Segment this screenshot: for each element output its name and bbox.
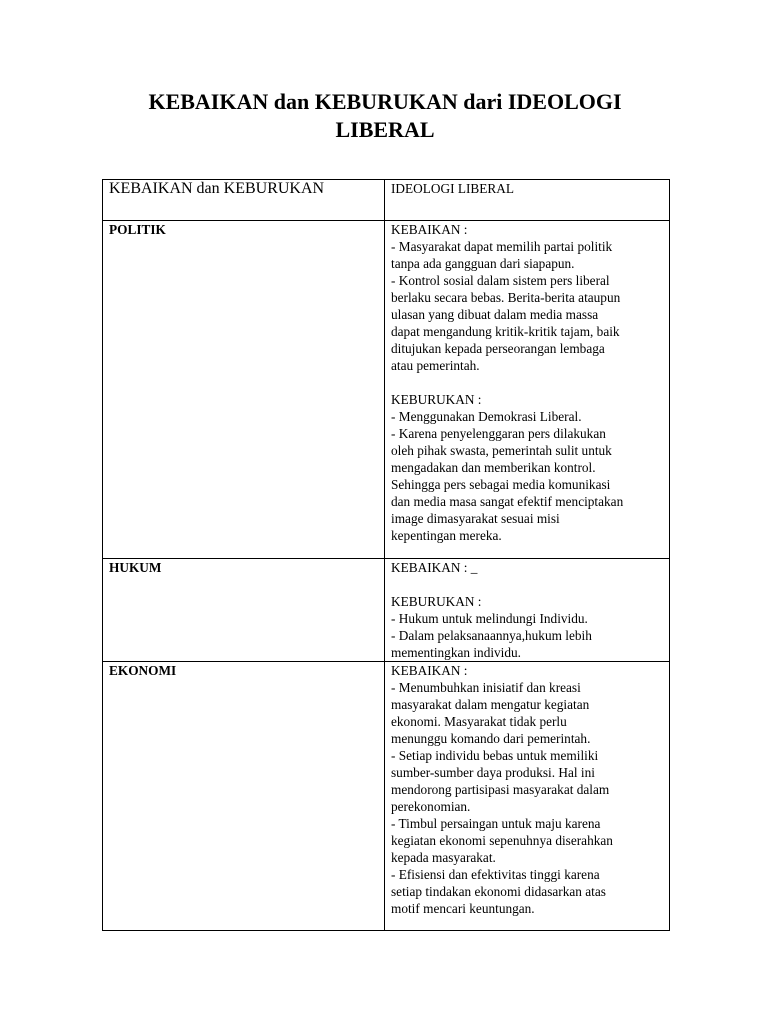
text-line: - Timbul persaingan untuk maju karena bbox=[391, 816, 601, 831]
spacer bbox=[391, 576, 663, 593]
row-label-hukum: HUKUM bbox=[103, 559, 385, 662]
text-line: Sehingga pers sebagai media komunikasi bbox=[391, 477, 611, 492]
header-cell-ideology: IDEOLOGI LIBERAL bbox=[385, 180, 670, 221]
text-line: mendorong partisipasi masyarakat dalam bbox=[391, 782, 610, 797]
comparison-table bbox=[102, 179, 670, 931]
text-line: dapat mengandung kritik-kritik tajam, baik bbox=[391, 324, 620, 339]
text-line: ulasan yang dibuat dalam media massa bbox=[391, 307, 599, 322]
spacer bbox=[391, 374, 663, 391]
table-row-politik bbox=[103, 221, 670, 559]
title-line-1: KEBAIKAN dan KEBURUKAN dari IDEOLOGI bbox=[148, 89, 622, 114]
table-header-row bbox=[103, 180, 670, 221]
text-line: oleh pihak swasta, pemerintah sulit untuk bbox=[391, 443, 612, 458]
text-line: - Hukum untuk melindungi Individu. bbox=[391, 611, 588, 626]
title-line-2: LIBERAL bbox=[335, 117, 435, 142]
politik-content bbox=[385, 221, 670, 559]
text-line: berlaku secara bebas. Berita-berita ataupun bbox=[391, 290, 621, 305]
text-line: - Setiap individu bebas untuk memiliki bbox=[391, 748, 599, 763]
text-line: - Dalam pelaksanaannya,hukum lebih bbox=[391, 628, 592, 643]
text-line: mementingkan individu. bbox=[391, 645, 521, 660]
text-line: - Efisiensi dan efektivitas tinggi karena bbox=[391, 867, 600, 882]
kebaikan-label: KEBAIKAN : bbox=[391, 663, 468, 678]
table-row-ekonomi bbox=[103, 662, 670, 931]
kebaikan-label: KEBAIKAN : bbox=[391, 222, 468, 237]
text-line: mengadakan dan memberikan kontrol. bbox=[391, 460, 596, 475]
hukum-content bbox=[385, 559, 670, 662]
keburukan-label: KEBURUKAN : bbox=[391, 594, 482, 609]
text-line: - Masyarakat dapat memilih partai politik bbox=[391, 239, 613, 254]
row-label-politik: POLITIK bbox=[103, 221, 385, 559]
text-line: menunggu komando dari pemerintah. bbox=[391, 731, 591, 746]
text-line: - Menumbuhkan inisiatif dan kreasi bbox=[391, 680, 581, 695]
text-line: ditujukan kepada perseorangan lembaga bbox=[391, 341, 605, 356]
text-line: atau pemerintah. bbox=[391, 358, 480, 373]
table-row-hukum bbox=[103, 559, 670, 662]
text-line: kepada masyarakat. bbox=[391, 850, 496, 865]
text-line: kegiatan ekonomi sepenuhnya diserahkan bbox=[391, 833, 613, 848]
text-line: - Kontrol sosial dalam sistem pers liberal bbox=[391, 273, 610, 288]
ekonomi-content bbox=[385, 662, 670, 931]
text-line: - Karena penyelenggaran pers dilakukan bbox=[391, 426, 606, 441]
document-title bbox=[100, 88, 670, 144]
text-line: ekonomi. Masyarakat tidak perlu bbox=[391, 714, 567, 729]
text-line: kepentingan mereka. bbox=[391, 528, 502, 543]
header-cell-category: KEBAIKAN dan KEBURUKAN bbox=[103, 180, 385, 221]
kebaikan-label: KEBAIKAN : _ bbox=[391, 560, 478, 575]
row-label-ekonomi: EKONOMI bbox=[103, 662, 385, 931]
text-line: setiap tindakan ekonomi didasarkan atas bbox=[391, 884, 606, 899]
text-line: tanpa ada gangguan dari siapapun. bbox=[391, 256, 575, 271]
keburukan-label: KEBURUKAN : bbox=[391, 392, 482, 407]
text-line: motif mencari keuntungan. bbox=[391, 901, 535, 916]
text-line: - Menggunakan Demokrasi Liberal. bbox=[391, 409, 582, 424]
text-line: dan media masa sangat efektif menciptakan bbox=[391, 494, 624, 509]
text-line: image dimasyarakat sesuai misi bbox=[391, 511, 560, 526]
text-line: perekonomian. bbox=[391, 799, 471, 814]
text-line: masyarakat dalam mengatur kegiatan bbox=[391, 697, 590, 712]
text-line: sumber-sumber daya produksi. Hal ini bbox=[391, 765, 595, 780]
